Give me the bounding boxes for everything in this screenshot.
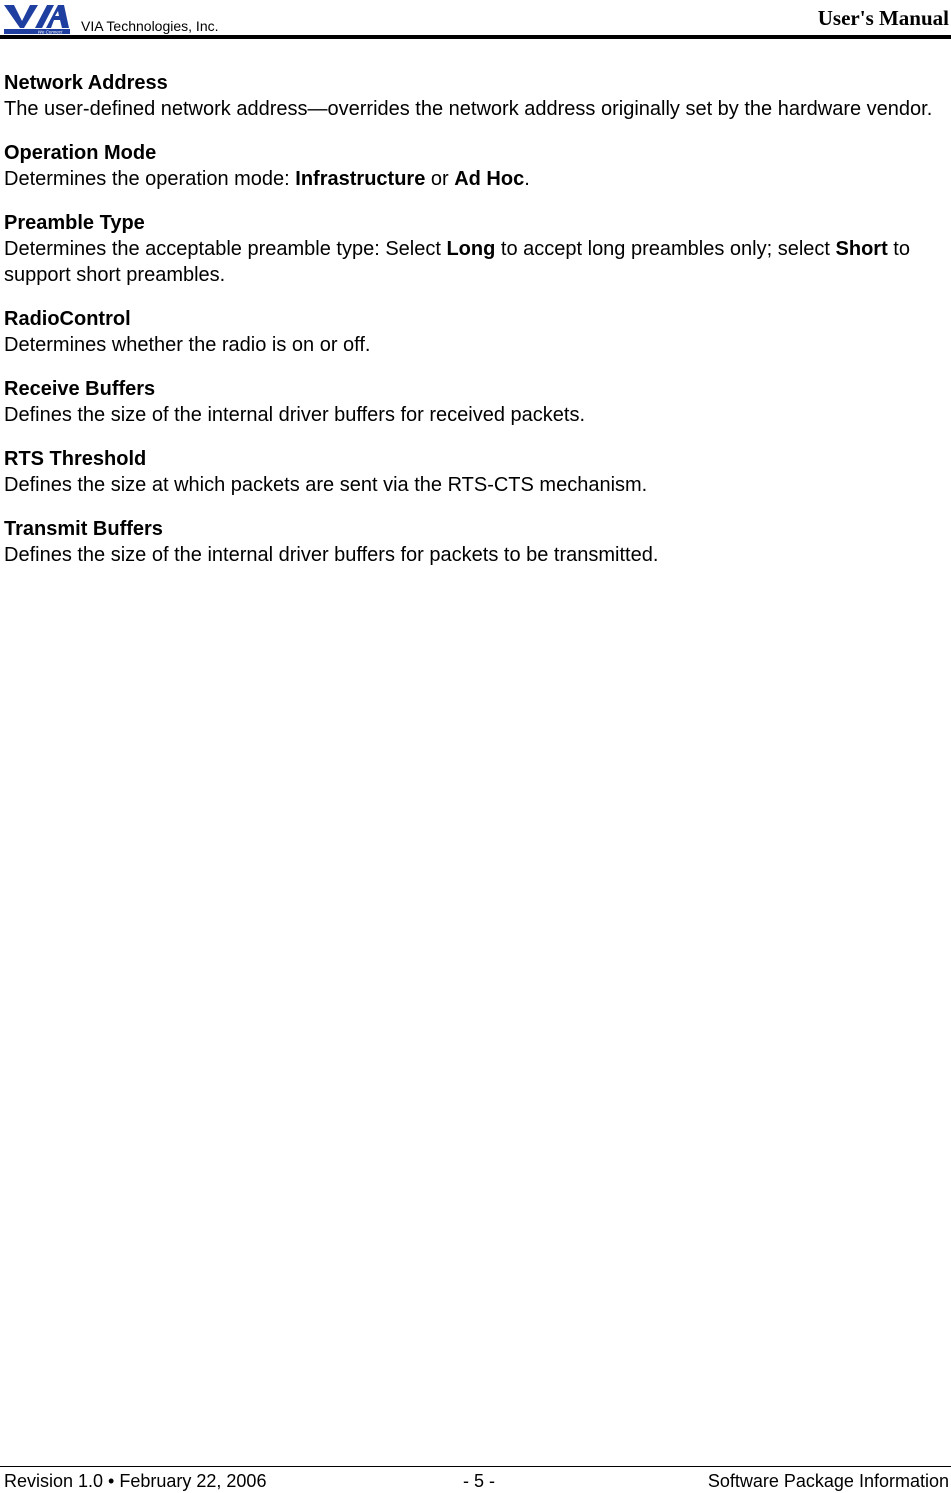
footer-section: Software Package Information (707, 1471, 949, 1491)
header-rule (0, 35, 951, 39)
emphasized-term: Ad Hoc (454, 168, 525, 190)
entry-description (4, 166, 939, 192)
description-text: or (425, 168, 455, 190)
emphasized-term: Short (835, 238, 888, 260)
definition-entry (4, 376, 939, 428)
description-text: Determines whether the radio is on or off. (4, 334, 371, 356)
page-header (0, 0, 951, 40)
via-logo-icon (2, 1, 70, 35)
definition-entry (4, 306, 939, 358)
entry-description (4, 332, 939, 358)
definition-entry (4, 210, 939, 288)
definition-entry (4, 446, 939, 498)
company-name: VIA Technologies, Inc. (81, 18, 219, 34)
entry-description (4, 402, 939, 428)
entry-description (4, 236, 939, 288)
definition-entry (4, 140, 939, 192)
description-text: Determines the acceptable preamble type: Select (4, 238, 447, 260)
entry-title: Preamble Type (4, 212, 145, 234)
emphasized-term: Long (446, 238, 496, 260)
description-text: . (524, 168, 530, 190)
footer-page-number: - 5 - (463, 1471, 496, 1491)
description-text: to support short preambles. (4, 238, 910, 286)
entry-title: Network Address (4, 72, 168, 94)
description-text: Determines the operation mode: (4, 168, 296, 190)
entry-title: Transmit Buffers (4, 518, 163, 540)
document-title: User's Manual (817, 6, 949, 30)
footer-rule (0, 1466, 951, 1467)
description-text: Defines the size of the internal driver buffers for received packets. (4, 404, 586, 426)
description-text: Defines the size at which packets are sent via the RTS-CTS mechanism. (4, 474, 648, 496)
entry-title: RadioControl (4, 308, 131, 330)
description-text: The user-defined network address—overrides the network address originally set by the hardware vendor. (4, 98, 933, 120)
definition-entry (4, 70, 939, 122)
entry-description (4, 542, 939, 568)
entry-description (4, 96, 939, 122)
definition-entry (4, 516, 939, 568)
svg-text:We Connect: We Connect (37, 29, 63, 35)
footer-revision: Revision 1.0 • February 22, 2006 (4, 1471, 267, 1491)
entry-title: Receive Buffers (4, 378, 156, 400)
entry-title: RTS Threshold (4, 448, 147, 470)
entry-description (4, 472, 939, 498)
description-text: Defines the size of the internal driver buffers for packets to be transmitted. (4, 544, 659, 566)
description-text: to accept long preambles only; select (495, 238, 836, 260)
document-body (4, 70, 939, 586)
entry-title: Operation Mode (4, 142, 157, 164)
emphasized-term: Infrastructure (295, 168, 426, 190)
